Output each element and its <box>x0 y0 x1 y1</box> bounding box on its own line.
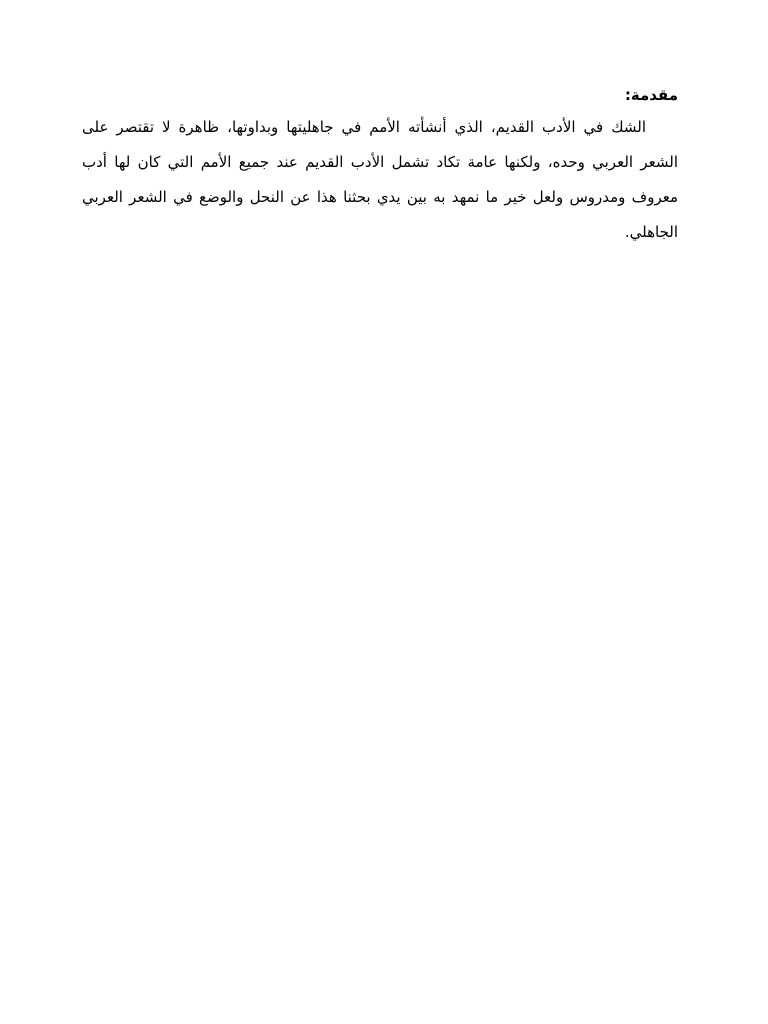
intro-paragraph: الشك في الأدب القديم، الذي أنشأته الأمم في جاهليتها وبداوتها، ظاهرة لا تقتصر على الشعر العربي وحده، ولكنها عامة تكاد تشمل الأدب القديم عند جميع الأمم التي كان لها أدب معروف ومدروس ولعل خير ما نمهد به بين يدي بحثنا هذا عن النحل والوضع في الشعر العربي الجاهلي. <box>82 118 678 241</box>
document-body <box>82 80 678 250</box>
section-heading: مقدمة: <box>624 86 678 104</box>
